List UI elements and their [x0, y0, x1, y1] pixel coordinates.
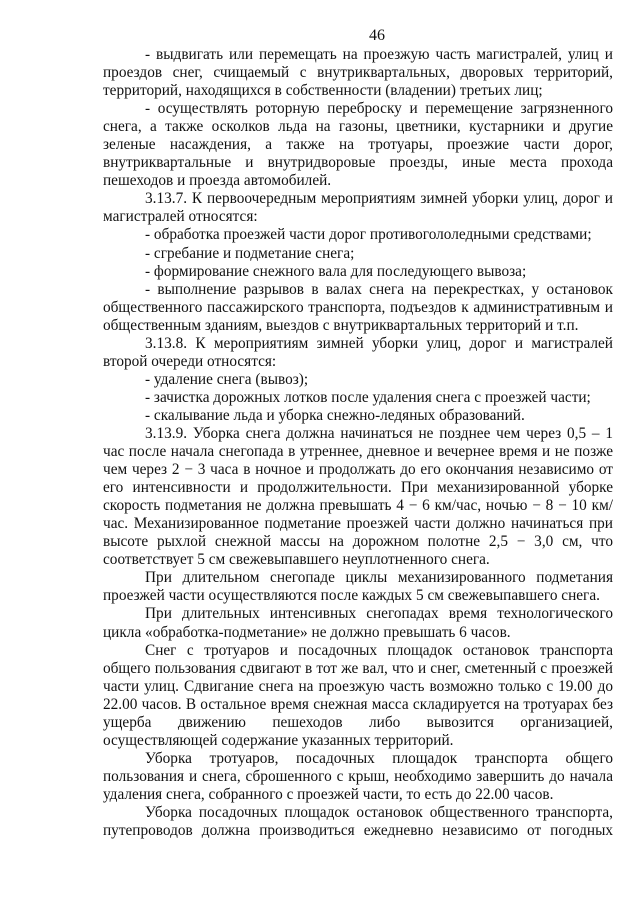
paragraph-section-3-13-8: 3.13.8. К мероприятиям зимней уборки улиц, дорог и магистралей второй очереди относятся: — [103, 334, 613, 370]
paragraph-intensive-snowfall: При длительных интенсивных снегопадах время технологического цикла «обработка-подметание» не должно превышать 6 часов. — [103, 605, 613, 641]
page-content — [103, 26, 613, 840]
paragraph-section-3-13-7: 3.13.7. К первоочередным мероприятиям зимней уборки улиц, дорог и магистралей относятся: — [103, 190, 613, 226]
list-item-second-2: - зачистка дорожных лотков после удаления снега с проезжей части; — [145, 388, 591, 406]
list-item-priority-1: - обработка проезжей части дорог противогололедными средствами; — [145, 226, 592, 244]
paragraph-prohibition-1: - выдвигать или перемещать на проезжую часть магистралей, улиц и проездов снег, счищаемый с внутриквартальных, дворовых территорий, территорий, находящихся в собственности (владении) третьих лиц; — [103, 46, 613, 100]
list-item-second-1: - удаление снега (вывоз); — [145, 370, 309, 388]
paragraph-stops-cleaning: Уборка посадочных площадок остановок общественного транспорта, путепроводов должна производиться ежедневно независимо от погодных — [103, 803, 613, 840]
list-item-second-3: - скалывание льда и уборка снежно-ледяных образований. — [145, 406, 525, 424]
paragraph-sidewalk-cleaning: Уборка тротуаров, посадочных площадок транспорта общего пользования и снега, сброшенного с крыш, необходимо завершить до начала удаления снега, собранного с проезжей части, то есть до 22.00 часов. — [103, 749, 613, 803]
paragraph-sidewalk-snow: Снег с тротуаров и посадочных площадок остановок транспорта общего пользования сдвигают в тот же вал, что и снег, сметенный с проезжей части улиц. Сдвигание снега на проезжую часть возможно только с 19.00 до 22.00 часов. В остальное время снежная масса складируется на тротуарах без ущерба движению пешеходов либо вывозится организацией, осуществляющей содержание указанных территорий. — [103, 641, 613, 749]
paragraph-prohibition-2: - осуществлять роторную переброску и перемещение загрязненного снега, а также осколков льда на газоны, цветники, кустарники и другие зеленые насаждения, а также на тротуары, проезжие части дорог, внутриквартальные и внутридворовые проезды, иные места прохода пешеходов и проезда автомобилей. — [103, 100, 613, 190]
paragraph-section-3-13-9: 3.13.9. Уборка снега должна начинаться не позднее чем через 0,5 – 1 час после начала снегопада в утреннее, дневное и вечернее время и не позже чем через 2 − 3 часа в ночное и продолжать до его окончания независимо от его интенсивности и продолжительности. При механизированной уборке скорость подметания не должна превышать 4 − 6 км/час, ночью − 8 − 10 км/час. Механизированное подметание проезжей части должно начинаться при высоте рыхлой снежной массы на дорожном полотне 2,5 − 3,0 см, что соответствует 5 см свежевыпавшего неуплотненного снега. — [103, 424, 613, 569]
paragraph-long-snowfall: При длительном снегопаде циклы механизированного подметания проезжей части осуществляются после каждых 5 см свежевыпавшего снега. — [103, 569, 613, 605]
list-item-priority-2: - сгребание и подметание снега; — [145, 244, 355, 262]
list-item-priority-4: - выполнение разрывов в валах снега на перекрестках, у остановок общественного пассажирского транспорта, подъездов к административным и общественным зданиям, выездов с внутриквартальных территорий и т.п. — [103, 280, 613, 334]
list-item-priority-3: - формирование снежного вала для последующего вывоза; — [145, 262, 527, 280]
page-number: 46 — [369, 27, 385, 44]
document-body — [103, 46, 613, 840]
